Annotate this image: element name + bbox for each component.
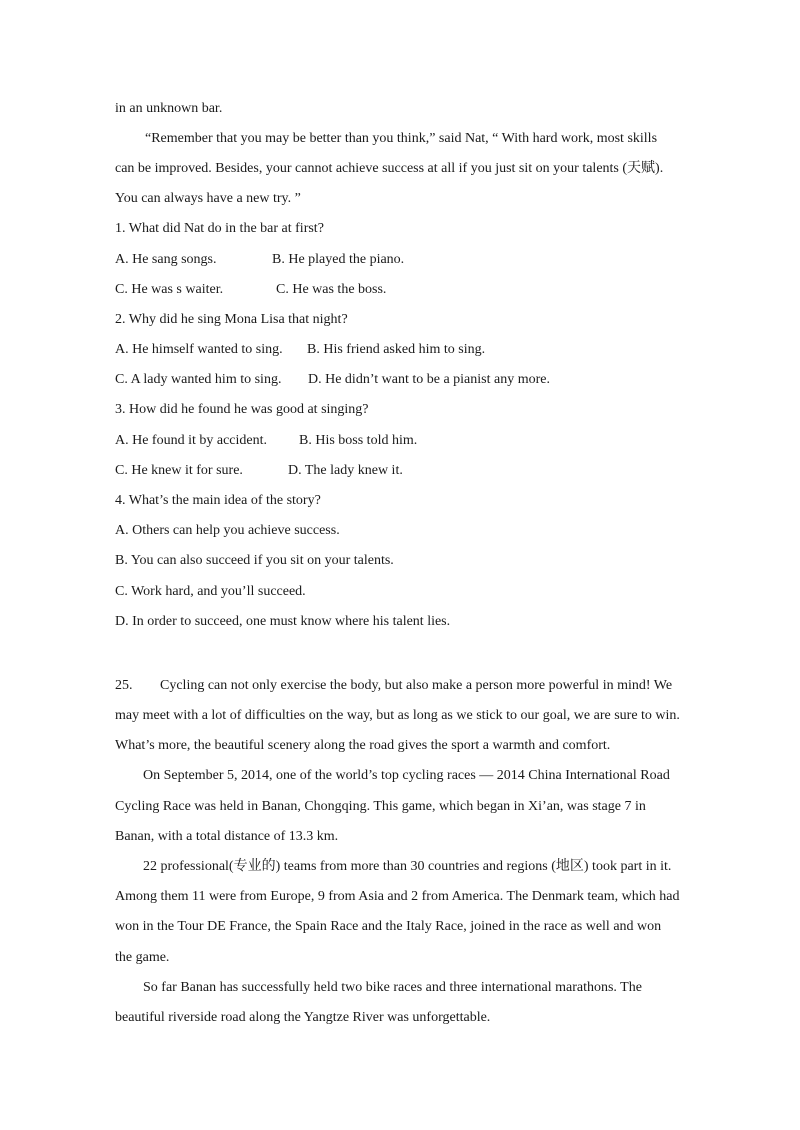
question-1-option-a: A. He sang songs.: [115, 252, 217, 267]
question-3-option-b: B. His boss told him.: [299, 433, 418, 448]
passage-25-line: Among them 11 were from Europe, 9 from Asia and 2 from America. The Denmark team, which had: [115, 889, 680, 904]
question-4-option-d: D. In order to succeed, one must know where his talent lies.: [115, 614, 451, 629]
passage-25-line: Cycling Race was held in Banan, Chongqing. This game, which began in Xi’an, was stage 7 in: [115, 799, 646, 814]
passage-continuation: in an unknown bar.: [115, 101, 223, 116]
question-2-option-d: D. He didn’t want to be a pianist any more.: [308, 372, 550, 387]
quote-line-1: “Remember that you may be better than you think,” said Nat, “ With hard work, most skills: [145, 131, 658, 146]
question-2-option-c: C. A lady wanted him to sing.: [115, 372, 282, 387]
passage-25-number: 25.: [115, 678, 133, 693]
passage-25-line: What’s more, the beautiful scenery along the road gives the sport a warmth and comfort.: [115, 738, 611, 753]
passage-25-line: may meet with a lot of difficulties on the way, but as long as we stick to our goal, we are sure to win.: [115, 708, 680, 723]
question-4-option-b: B. You can also succeed if you sit on your talents.: [115, 553, 394, 568]
passage-25-line: 22 professional(专业的) teams from more than 30 countries and regions (地区) took part in it.: [143, 859, 672, 874]
question-1: 1. What did Nat do in the bar at first?: [115, 221, 324, 236]
question-2: 2. Why did he sing Mona Lisa that night?: [115, 312, 348, 327]
quote-line-3: You can always have a new try. ”: [115, 191, 301, 206]
question-2-option-a: A. He himself wanted to sing.: [115, 342, 283, 357]
question-2-option-b: B. His friend asked him to sing.: [307, 342, 486, 357]
question-4-option-c: C. Work hard, and you’ll succeed.: [115, 584, 306, 599]
question-4-option-a: A. Others can help you achieve success.: [115, 523, 340, 538]
question-3-option-a: A. He found it by accident.: [115, 433, 268, 448]
question-1-option-c: C. He was s waiter.: [115, 282, 224, 297]
passage-25-line: won in the Tour DE France, the Spain Race and the Italy Race, joined in the race as well and won: [115, 919, 662, 934]
quote-line-2: can be improved. Besides, your cannot achieve success at all if you just sit on your talents (天赋).: [115, 161, 664, 176]
question-3-option-d: D. The lady knew it.: [288, 463, 403, 478]
passage-25-line: Cycling can not only exercise the body, but also make a person more powerful in mind! We: [160, 678, 673, 693]
passage-25-line: the game.: [115, 950, 170, 965]
question-4: 4. What’s the main idea of the story?: [115, 493, 321, 508]
question-1-option-d: C. He was the boss.: [276, 282, 387, 297]
question-3: 3. How did he found he was good at singing?: [115, 402, 369, 417]
passage-25-line: beautiful riverside road along the Yangtze River was unforgettable.: [115, 1010, 491, 1025]
passage-25-line: Banan, with a total distance of 13.3 km.: [115, 829, 339, 844]
question-1-option-b: B. He played the piano.: [272, 252, 405, 267]
passage-25-line: On September 5, 2014, one of the world’s top cycling races — 2014 China International Road: [143, 768, 670, 783]
passage-25-line: So far Banan has successfully held two bike races and three international marathons. The: [143, 980, 642, 995]
question-3-option-c: C. He knew it for sure.: [115, 463, 243, 478]
